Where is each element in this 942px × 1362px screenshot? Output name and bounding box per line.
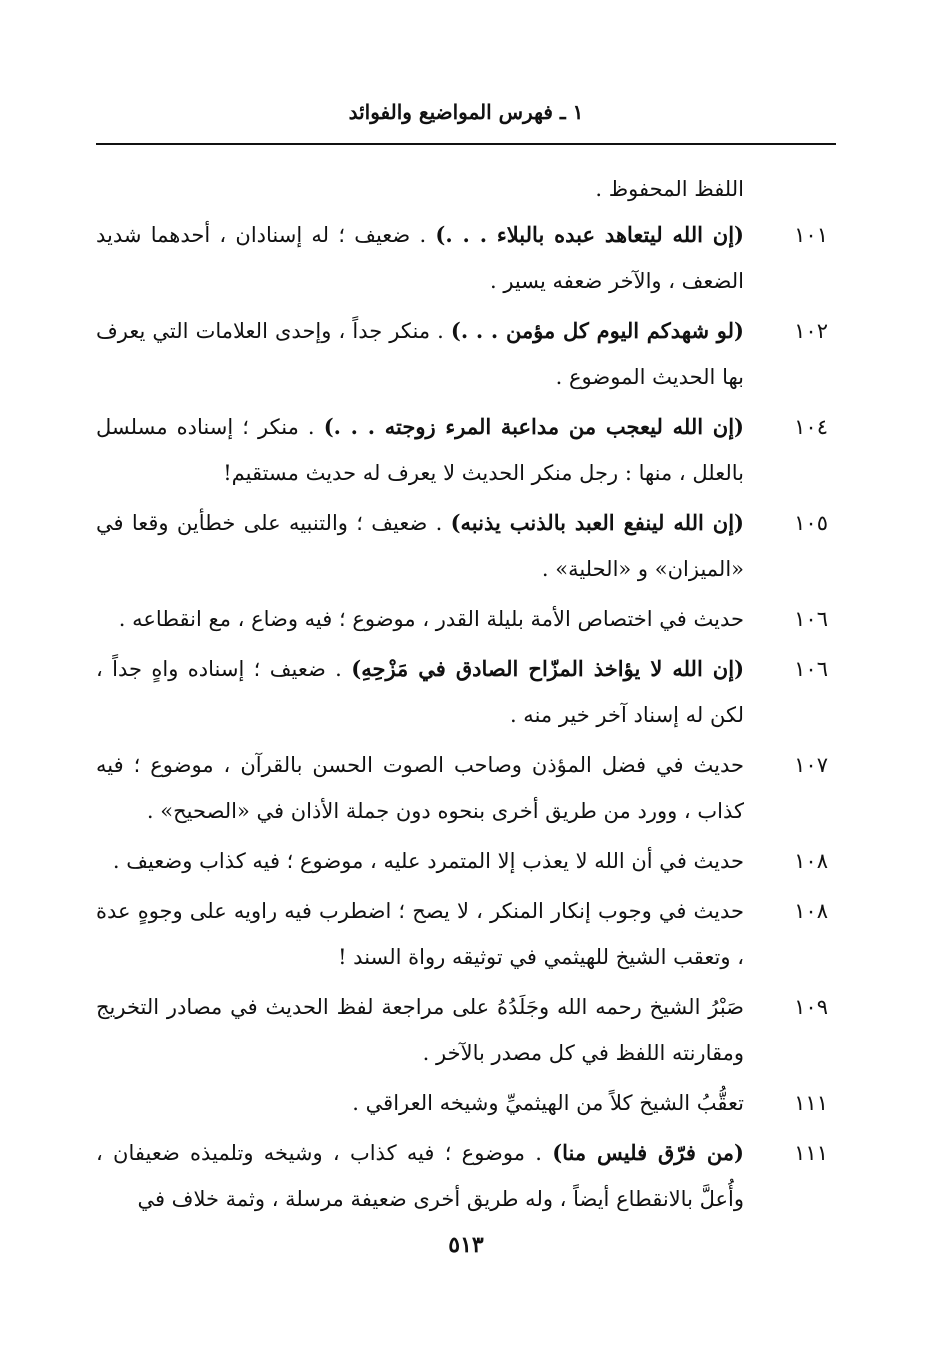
index-entry	[96, 838, 836, 884]
entry-description: حديث في أن الله لا يعذب إلا المتمرد عليه ، موضوع ؛ فيه كذاب وضعيف .	[112, 849, 744, 873]
index-entry	[96, 596, 836, 642]
index-entry	[96, 984, 836, 1076]
entry-hadith-quote: (إن الله لا يؤاخذ المزّاح الصادق في مَزْحِهِ)	[351, 656, 745, 681]
entry-text	[96, 1130, 744, 1222]
entry-text	[96, 596, 744, 642]
entry-hadith-quote: (إن الله ليتعاهد عبده بالبلاء . . .)	[435, 222, 744, 247]
entry-description: حديث في فضل المؤذن وصاحب الصوت الحسن بالقرآن ، موضوع ؛ فيه كذاب ، وورد من طريق أخرى بنحوه دون جملة الأذان في «الصحيح» .	[96, 753, 744, 823]
entry-description: صَبْرُ الشيخ رحمه الله وجَلَدُهُ على مراجعة لفظ الحديث في مصادر التخريج ومقارنته اللفظ في كل مصدر بالآخر .	[96, 995, 744, 1065]
entry-text	[96, 500, 744, 592]
entry-page-number: ١١١	[794, 1141, 828, 1165]
entry-page-number: ١٠٢	[794, 319, 828, 343]
entry-text	[96, 308, 744, 400]
index-entry	[96, 404, 836, 496]
entries-list	[96, 212, 836, 1222]
index-entry	[96, 888, 836, 980]
entry-description: . منكر جداً ، وإحدى العلامات التي يعرف بها الحديث الموضوع .	[96, 319, 744, 389]
index-entry	[96, 742, 836, 834]
entry-text	[96, 742, 744, 834]
running-header: ١ ـ فهرس المواضيع والفوائد	[348, 100, 584, 124]
entry-page-number: ١١١	[794, 1091, 828, 1115]
entry-hadith-quote: (من فرّق فليس منا)	[552, 1140, 744, 1165]
index-entry	[96, 646, 836, 738]
entry-page-number: ١٠١	[794, 223, 828, 247]
entry-page-number: ١٠٨	[794, 849, 828, 873]
index-entry	[96, 1080, 836, 1126]
entry-hadith-quote: (إن الله ليعجب من مداعبة المرء زوجته . . .)	[323, 414, 744, 439]
entry-text	[96, 888, 744, 980]
index-entry	[96, 212, 836, 304]
intro-continuation: اللفظ المحفوظ .	[595, 177, 744, 201]
entry-text	[96, 984, 744, 1076]
entry-description: حديث في وجوب إنكار المنكر ، لا يصح ؛ اضطرب فيه راويه على وجوهٍ عدة ، وتعقب الشيخ للهيثمي في توثيقه رواة السند !	[96, 899, 744, 969]
entry-description: حديث في اختصاص الأمة بليلة القدر ، موضوع ؛ فيه وضاع ، مع انقطاعه .	[118, 607, 744, 631]
entry-page-number: ١٠٦	[794, 657, 828, 681]
page-number: ٥١٣	[448, 1232, 484, 1258]
entry-text	[96, 404, 744, 496]
entry-text	[96, 838, 744, 884]
entry-description: . ضعيف ؛ والتنبيه على خطأين وقعا في «الميزان» و «الحلية» .	[96, 511, 744, 581]
header-divider	[96, 143, 836, 145]
entry-description: . منكر ؛ إسناده مسلسل بالعلل ، منها : رجل منكر الحديث لا يعرف له حديث مستقيم!	[96, 415, 744, 485]
entry-page-number: ١٠٦	[794, 607, 828, 631]
entry-hadith-quote: (لو شهدكم اليوم كل مؤمن . . .)	[450, 318, 744, 343]
entry-text	[96, 212, 744, 304]
index-entry	[96, 308, 836, 400]
entry-page-number: ١٠٨	[794, 899, 828, 923]
entry-description: . ضعيف ؛ إسناده واهٍ جداً ، لكن له إسناد آخر خير منه .	[96, 657, 744, 727]
entry-text	[96, 1080, 744, 1126]
entry-description: . موضوع ؛ فيه كذاب ، وشيخه وتلميذه ضعيفان ، وأُعلَّ بالانقطاع أيضاً ، وله طريق أخرى ضعيفة مرسلة ، وثمة خلاف في	[96, 1141, 744, 1211]
entry-page-number: ١٠٧	[794, 753, 828, 777]
entry-description: . ضعيف ؛ له إسنادان ، أحدهما شديد الضعف ، والآخر ضعفه يسير .	[96, 223, 744, 293]
entry-page-number: ١٠٥	[794, 511, 828, 535]
index-entry	[96, 500, 836, 592]
entry-page-number: ١٠٩	[794, 995, 828, 1019]
entry-page-number: ١٠٤	[794, 415, 828, 439]
entry-description: تعقُّبُ الشيخ كلاً من الهيثميِّ وشيخه العراقي .	[352, 1091, 744, 1115]
entry-text	[96, 646, 744, 738]
index-entry	[96, 1130, 836, 1222]
entry-hadith-quote: (إن الله لينفع العبد بالذنب يذنبه)	[450, 510, 744, 535]
index-body	[96, 166, 836, 1226]
